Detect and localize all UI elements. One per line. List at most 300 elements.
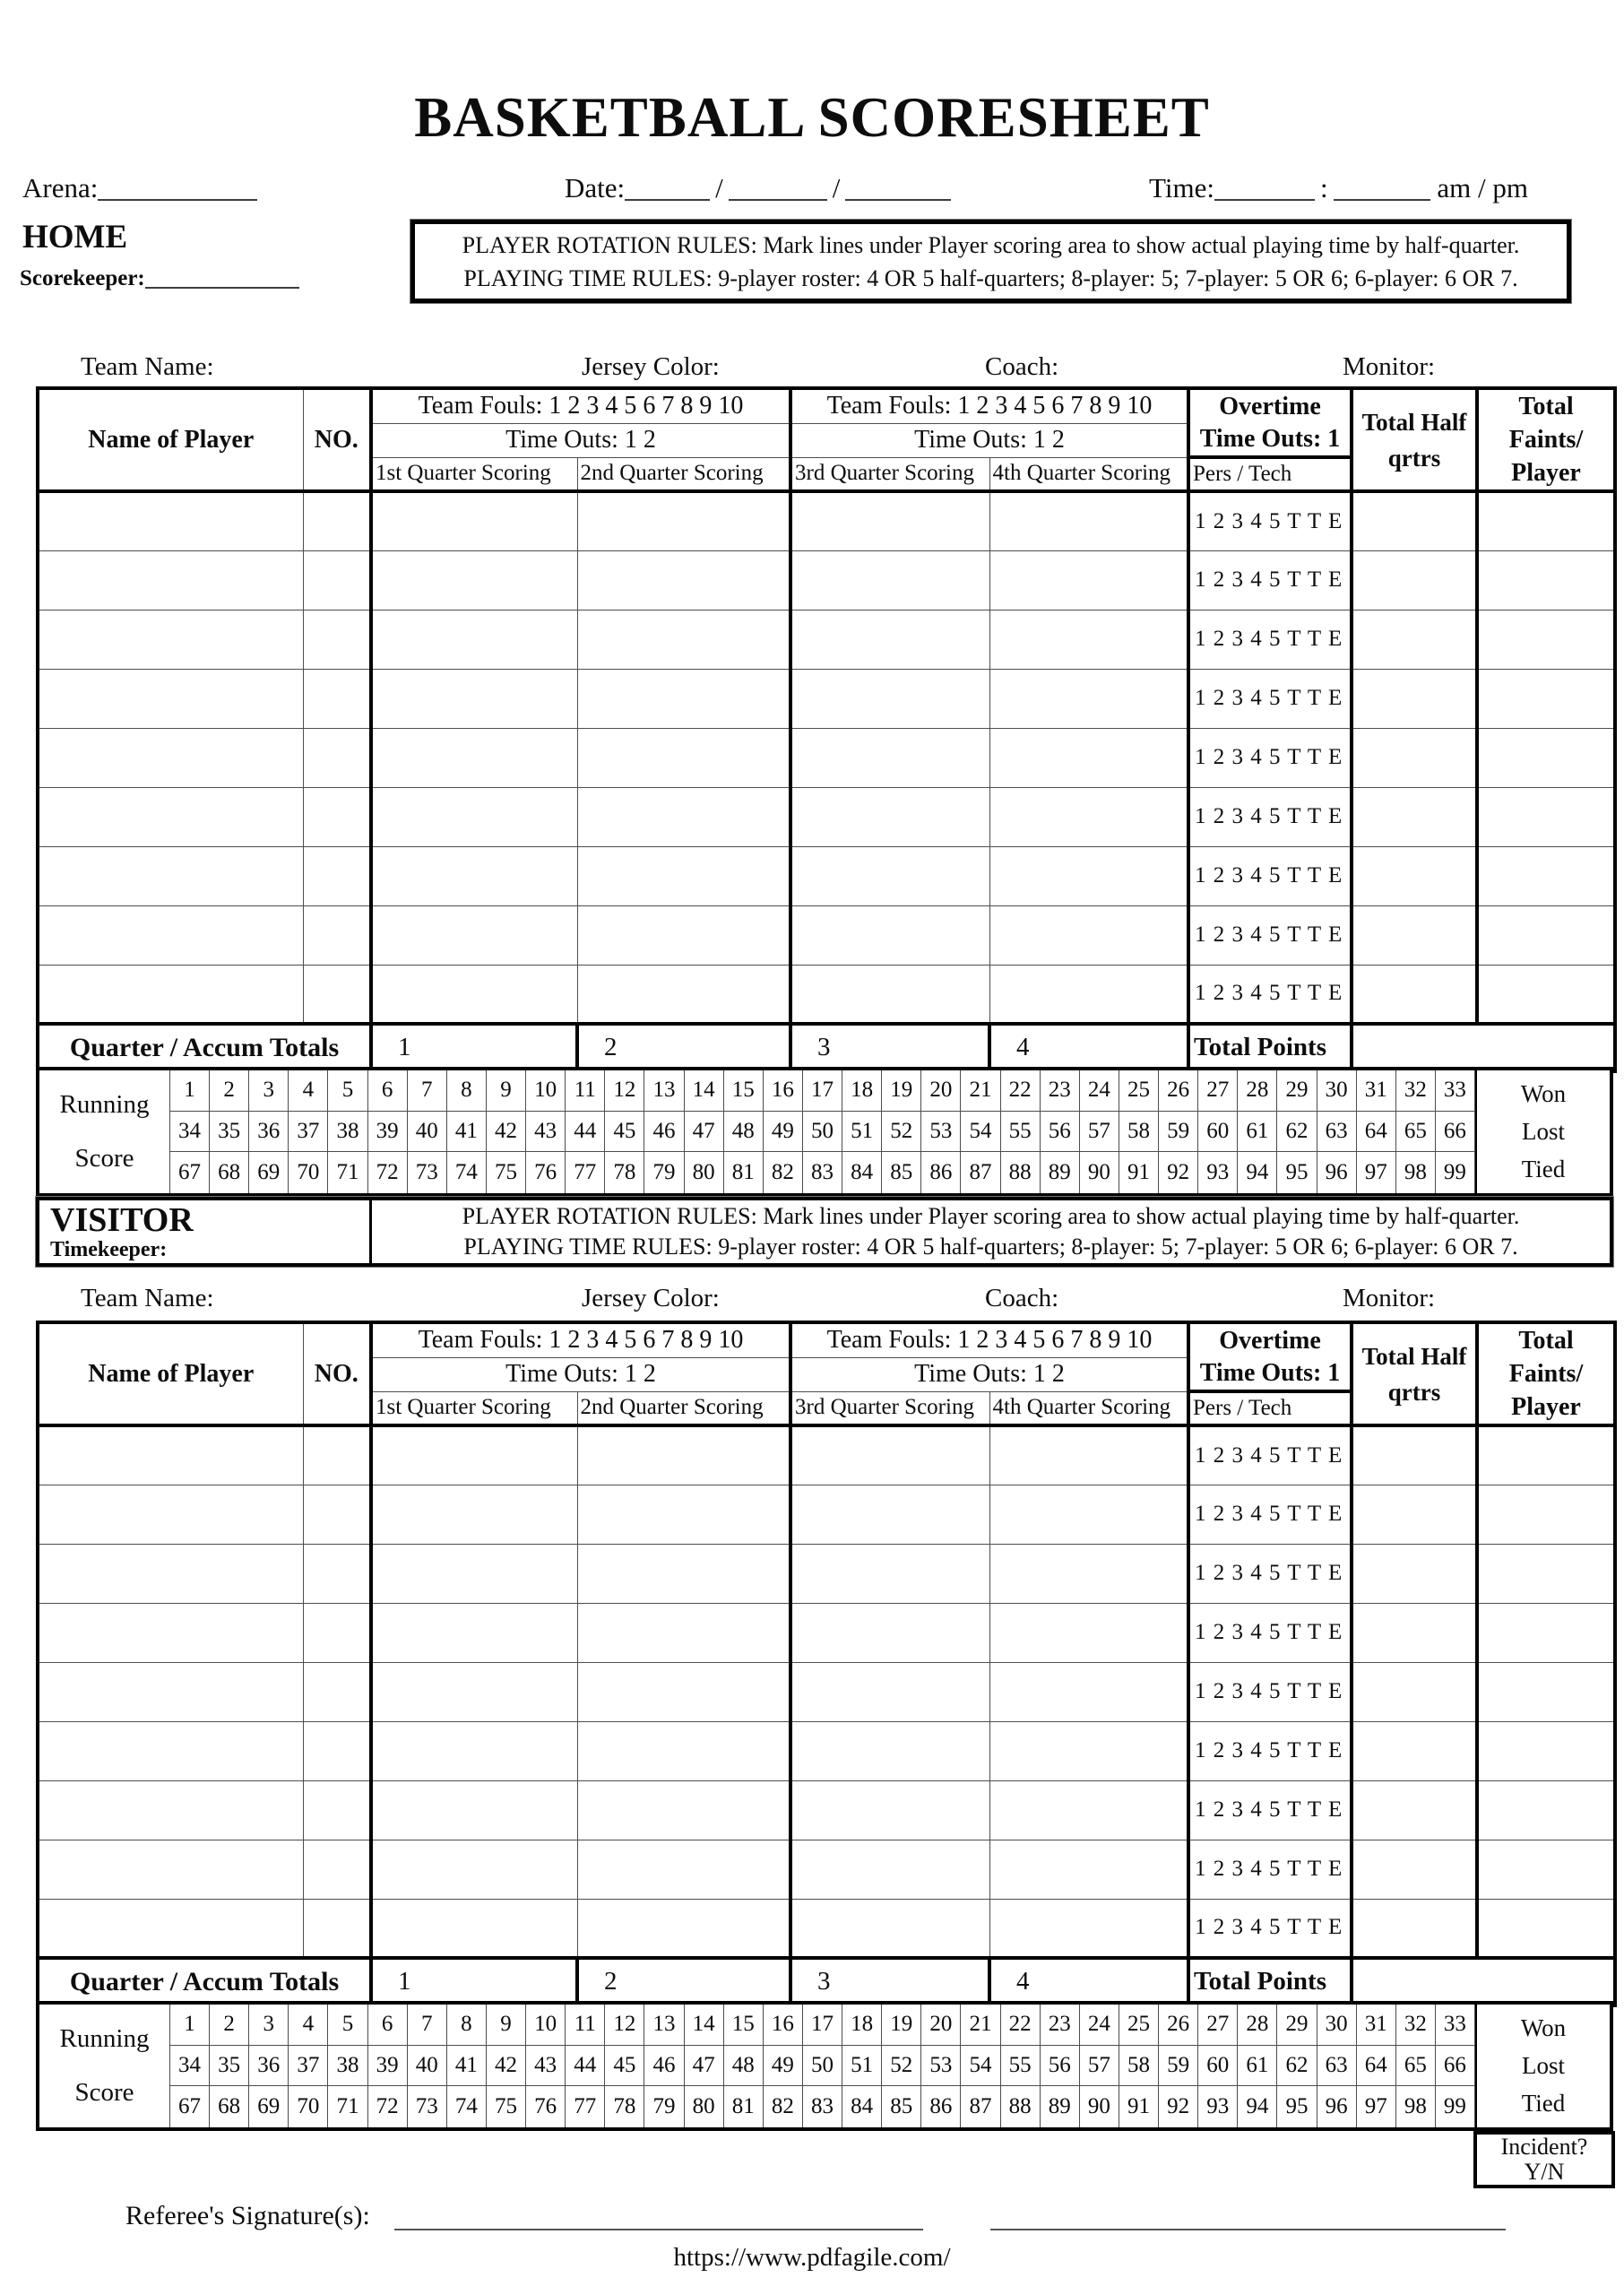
running-score-number[interactable]: 51 xyxy=(842,2046,882,2087)
running-score-number[interactable]: 11 xyxy=(566,1070,605,1112)
total-half-qrtrs-cell[interactable] xyxy=(1352,787,1477,846)
running-score-number[interactable]: 60 xyxy=(1198,1112,1238,1153)
running-score-number[interactable]: 80 xyxy=(685,2086,724,2127)
running-score-number[interactable]: 55 xyxy=(1001,1112,1041,1153)
running-score-number[interactable]: 57 xyxy=(1080,1112,1119,1153)
total-half-qrtrs-cell[interactable] xyxy=(1352,491,1477,550)
running-score-number[interactable]: 35 xyxy=(210,2046,249,2087)
running-score-number[interactable]: 4 xyxy=(289,1070,328,1112)
running-score-number[interactable]: 7 xyxy=(408,1070,447,1112)
running-score-number[interactable]: 27 xyxy=(1198,2005,1238,2046)
running-score-number[interactable]: 27 xyxy=(1198,1070,1238,1112)
running-score-number[interactable]: 61 xyxy=(1238,2046,1277,2087)
running-score-number[interactable]: 88 xyxy=(1001,1152,1041,1193)
q4-scoring-cell[interactable] xyxy=(989,550,1188,610)
running-score-number[interactable]: 32 xyxy=(1396,2005,1436,2046)
time-hour-field[interactable] xyxy=(1214,176,1315,201)
running-score-number[interactable]: 83 xyxy=(803,1152,842,1193)
running-score-number[interactable]: 96 xyxy=(1317,2086,1357,2127)
running-score-number[interactable]: 34 xyxy=(170,1112,210,1153)
running-score-number[interactable]: 86 xyxy=(921,2086,961,2127)
q1-scoring-cell[interactable] xyxy=(371,965,577,1024)
total-points-cell[interactable] xyxy=(1352,1958,1615,2005)
running-score-number[interactable]: 62 xyxy=(1277,1112,1317,1153)
running-score-number[interactable]: 58 xyxy=(1119,1112,1159,1153)
q4-scoring-cell[interactable] xyxy=(989,669,1188,728)
running-score-number[interactable]: 29 xyxy=(1277,1070,1317,1112)
q4-scoring-cell[interactable] xyxy=(989,1544,1188,1603)
running-score-number[interactable]: 26 xyxy=(1159,2005,1198,2046)
running-score-number[interactable]: 34 xyxy=(170,2046,210,2087)
q2-scoring-cell[interactable] xyxy=(577,787,790,846)
running-score-number[interactable]: 22 xyxy=(1001,2005,1041,2046)
player-number-cell[interactable] xyxy=(303,1721,371,1780)
total-fouls-cell[interactable] xyxy=(1477,1485,1615,1544)
total-fouls-cell[interactable] xyxy=(1477,610,1615,669)
q3-scoring-cell[interactable] xyxy=(790,905,989,965)
q2-scoring-cell[interactable] xyxy=(577,846,790,905)
personal-fouls-cell[interactable]: 1 2 3 4 5 T T E xyxy=(1188,1485,1352,1544)
running-score-number[interactable]: 36 xyxy=(249,2046,289,2087)
running-score-number[interactable]: 49 xyxy=(764,1112,803,1153)
total-fouls-cell[interactable] xyxy=(1477,491,1615,550)
personal-fouls-cell[interactable]: 1 2 3 4 5 T T E xyxy=(1188,1721,1352,1780)
running-score-number[interactable]: 10 xyxy=(526,1070,566,1112)
total-fouls-cell[interactable] xyxy=(1477,1425,1615,1485)
running-score-number[interactable]: 26 xyxy=(1159,1070,1198,1112)
q3-total-cell[interactable]: 3 xyxy=(790,1958,989,2005)
running-score-number[interactable]: 67 xyxy=(170,2086,210,2127)
running-score-number[interactable]: 81 xyxy=(724,2086,764,2127)
q4-scoring-cell[interactable] xyxy=(989,1485,1188,1544)
personal-fouls-cell[interactable]: 1 2 3 4 5 T T E xyxy=(1188,1425,1352,1485)
q1-scoring-cell[interactable] xyxy=(371,1721,577,1780)
running-score-number[interactable]: 41 xyxy=(447,1112,487,1153)
running-score-number[interactable]: 64 xyxy=(1357,1112,1396,1153)
running-score-number[interactable]: 55 xyxy=(1001,2046,1041,2087)
running-score-number[interactable]: 49 xyxy=(764,2046,803,2087)
running-score-number[interactable]: 71 xyxy=(328,2086,367,2127)
player-number-cell[interactable] xyxy=(303,1603,371,1662)
q4-scoring-cell[interactable] xyxy=(989,1840,1188,1899)
q1-scoring-cell[interactable] xyxy=(371,1544,577,1603)
q4-scoring-cell[interactable] xyxy=(989,728,1188,787)
q1-scoring-cell[interactable] xyxy=(371,550,577,610)
player-name-cell[interactable] xyxy=(38,610,303,669)
player-name-cell[interactable] xyxy=(38,1544,303,1603)
personal-fouls-cell[interactable]: 1 2 3 4 5 T T E xyxy=(1188,491,1352,550)
running-score-number[interactable]: 9 xyxy=(487,1070,526,1112)
total-fouls-cell[interactable] xyxy=(1477,728,1615,787)
total-half-qrtrs-cell[interactable] xyxy=(1352,1780,1477,1840)
running-score-number[interactable]: 66 xyxy=(1436,2046,1475,2087)
running-score-number[interactable]: 15 xyxy=(724,1070,764,1112)
running-score-number[interactable]: 46 xyxy=(644,2046,684,2087)
running-score-number[interactable]: 93 xyxy=(1198,2086,1238,2127)
q1-scoring-cell[interactable] xyxy=(371,846,577,905)
q1-scoring-cell[interactable] xyxy=(371,610,577,669)
q3-total-cell[interactable]: 3 xyxy=(790,1024,989,1071)
total-fouls-cell[interactable] xyxy=(1477,1899,1615,1958)
won-option[interactable]: Won xyxy=(1520,1080,1567,1108)
q4-total-cell[interactable]: 4 xyxy=(989,1958,1188,2005)
running-score-number[interactable]: 69 xyxy=(249,2086,289,2127)
q1-scoring-cell[interactable] xyxy=(371,491,577,550)
running-score-number[interactable]: 68 xyxy=(210,2086,249,2127)
running-score-number[interactable]: 89 xyxy=(1041,2086,1080,2127)
running-score-number[interactable]: 79 xyxy=(644,1152,684,1193)
running-score-number[interactable]: 54 xyxy=(961,1112,1000,1153)
running-score-number[interactable]: 84 xyxy=(842,2086,882,2127)
q2-scoring-cell[interactable] xyxy=(577,1485,790,1544)
running-score-number[interactable]: 74 xyxy=(447,1152,487,1193)
running-score-number[interactable]: 52 xyxy=(882,2046,921,2087)
running-score-number[interactable]: 50 xyxy=(803,2046,842,2087)
running-score-number[interactable]: 44 xyxy=(566,1112,605,1153)
running-score-number[interactable]: 90 xyxy=(1080,1152,1119,1193)
running-score-number[interactable]: 14 xyxy=(685,1070,724,1112)
date-month-field[interactable] xyxy=(625,176,710,201)
running-score-number[interactable]: 23 xyxy=(1041,2005,1080,2046)
q1-scoring-cell[interactable] xyxy=(371,1662,577,1721)
q2-scoring-cell[interactable] xyxy=(577,905,790,965)
q4-scoring-cell[interactable] xyxy=(989,1899,1188,1958)
scorekeeper-field[interactable] xyxy=(145,269,299,289)
running-score-number[interactable]: 47 xyxy=(685,2046,724,2087)
date-year-field[interactable] xyxy=(845,176,951,201)
running-score-number[interactable]: 45 xyxy=(605,2046,644,2087)
total-fouls-cell[interactable] xyxy=(1477,787,1615,846)
player-number-cell[interactable] xyxy=(303,1485,371,1544)
running-score-number[interactable]: 45 xyxy=(605,1112,644,1153)
running-score-number[interactable]: 47 xyxy=(685,1112,724,1153)
q2-scoring-cell[interactable] xyxy=(577,728,790,787)
running-score-number[interactable]: 86 xyxy=(921,1152,961,1193)
player-name-cell[interactable] xyxy=(38,1485,303,1544)
total-fouls-cell[interactable] xyxy=(1477,905,1615,965)
q4-scoring-cell[interactable] xyxy=(989,610,1188,669)
running-score-number[interactable]: 82 xyxy=(764,2086,803,2127)
running-score-number[interactable]: 50 xyxy=(803,1112,842,1153)
personal-fouls-cell[interactable]: 1 2 3 4 5 T T E xyxy=(1188,610,1352,669)
total-fouls-cell[interactable] xyxy=(1477,1662,1615,1721)
player-name-cell[interactable] xyxy=(38,728,303,787)
q4-scoring-cell[interactable] xyxy=(989,1603,1188,1662)
running-score-number[interactable]: 98 xyxy=(1396,2086,1436,2127)
player-number-cell[interactable] xyxy=(303,1544,371,1603)
player-name-cell[interactable] xyxy=(38,846,303,905)
running-score-number[interactable]: 38 xyxy=(328,1112,367,1153)
running-score-number[interactable]: 33 xyxy=(1436,1070,1475,1112)
tied-option[interactable]: Tied xyxy=(1521,1155,1566,1182)
running-score-number[interactable]: 85 xyxy=(882,1152,921,1193)
running-score-number[interactable]: 1 xyxy=(170,1070,210,1112)
total-fouls-cell[interactable] xyxy=(1477,1840,1615,1899)
running-score-number[interactable]: 12 xyxy=(605,2005,644,2046)
player-name-cell[interactable] xyxy=(38,1662,303,1721)
running-score-number[interactable]: 7 xyxy=(408,2005,447,2046)
running-score-number[interactable]: 5 xyxy=(328,1070,367,1112)
running-score-number[interactable]: 80 xyxy=(685,1152,724,1193)
running-score-number[interactable]: 29 xyxy=(1277,2005,1317,2046)
q4-scoring-cell[interactable] xyxy=(989,1780,1188,1840)
q2-scoring-cell[interactable] xyxy=(577,1662,790,1721)
player-number-cell[interactable] xyxy=(303,610,371,669)
running-score-number[interactable]: 3 xyxy=(249,1070,289,1112)
player-name-cell[interactable] xyxy=(38,1840,303,1899)
q2-scoring-cell[interactable] xyxy=(577,1780,790,1840)
q3-scoring-cell[interactable] xyxy=(790,728,989,787)
q2-scoring-cell[interactable] xyxy=(577,1721,790,1780)
q3-scoring-cell[interactable] xyxy=(790,669,989,728)
total-half-qrtrs-cell[interactable] xyxy=(1352,550,1477,610)
total-half-qrtrs-cell[interactable] xyxy=(1352,610,1477,669)
total-half-qrtrs-cell[interactable] xyxy=(1352,965,1477,1024)
running-score-number[interactable]: 48 xyxy=(724,2046,764,2087)
personal-fouls-cell[interactable]: 1 2 3 4 5 T T E xyxy=(1188,787,1352,846)
running-score-number[interactable]: 58 xyxy=(1119,2046,1159,2087)
q1-scoring-cell[interactable] xyxy=(371,1603,577,1662)
running-score-number[interactable]: 25 xyxy=(1119,2005,1159,2046)
running-score-number[interactable]: 17 xyxy=(803,2005,842,2046)
running-score-number[interactable]: 74 xyxy=(447,2086,487,2127)
running-score-number[interactable]: 18 xyxy=(842,1070,882,1112)
running-score-number[interactable]: 75 xyxy=(487,1152,526,1193)
running-score-number[interactable]: 54 xyxy=(961,2046,1000,2087)
running-score-number[interactable]: 65 xyxy=(1396,1112,1436,1153)
player-number-cell[interactable] xyxy=(303,550,371,610)
running-score-number[interactable]: 24 xyxy=(1080,1070,1119,1112)
q3-scoring-cell[interactable] xyxy=(790,1721,989,1780)
running-score-number[interactable]: 60 xyxy=(1198,2046,1238,2087)
running-score-number[interactable]: 92 xyxy=(1159,1152,1198,1193)
running-score-number[interactable]: 94 xyxy=(1238,1152,1277,1193)
running-score-number[interactable]: 39 xyxy=(368,1112,408,1153)
running-score-number[interactable]: 62 xyxy=(1277,2046,1317,2087)
q4-scoring-cell[interactable] xyxy=(989,787,1188,846)
q2-scoring-cell[interactable] xyxy=(577,669,790,728)
total-fouls-cell[interactable] xyxy=(1477,669,1615,728)
q2-scoring-cell[interactable] xyxy=(577,965,790,1024)
running-score-number[interactable]: 96 xyxy=(1317,1152,1357,1193)
personal-fouls-cell[interactable]: 1 2 3 4 5 T T E xyxy=(1188,728,1352,787)
running-score-number[interactable]: 85 xyxy=(882,2086,921,2127)
running-score-number[interactable]: 16 xyxy=(764,2005,803,2046)
q1-scoring-cell[interactable] xyxy=(371,1899,577,1958)
total-points-cell[interactable] xyxy=(1352,1024,1615,1071)
incident-yn-option[interactable]: Y/N xyxy=(1524,2159,1565,2185)
total-fouls-cell[interactable] xyxy=(1477,1780,1615,1840)
running-score-number[interactable]: 97 xyxy=(1357,2086,1396,2127)
running-score-number[interactable]: 84 xyxy=(842,1152,882,1193)
running-score-number[interactable]: 21 xyxy=(961,1070,1000,1112)
q4-scoring-cell[interactable] xyxy=(989,846,1188,905)
personal-fouls-cell[interactable]: 1 2 3 4 5 T T E xyxy=(1188,1603,1352,1662)
running-score-number[interactable]: 6 xyxy=(368,1070,408,1112)
running-score-number[interactable]: 83 xyxy=(803,2086,842,2127)
player-name-cell[interactable] xyxy=(38,1721,303,1780)
player-number-cell[interactable] xyxy=(303,1780,371,1840)
total-half-qrtrs-cell[interactable] xyxy=(1352,1544,1477,1603)
q2-scoring-cell[interactable] xyxy=(577,1899,790,1958)
q3-scoring-cell[interactable] xyxy=(790,1544,989,1603)
running-score-number[interactable]: 6 xyxy=(368,2005,408,2046)
q4-scoring-cell[interactable] xyxy=(989,905,1188,965)
running-score-number[interactable]: 22 xyxy=(1001,1070,1041,1112)
total-half-qrtrs-cell[interactable] xyxy=(1352,1840,1477,1899)
q1-scoring-cell[interactable] xyxy=(371,728,577,787)
running-score-number[interactable]: 94 xyxy=(1238,2086,1277,2127)
total-fouls-cell[interactable] xyxy=(1477,1721,1615,1780)
q2-scoring-cell[interactable] xyxy=(577,550,790,610)
player-number-cell[interactable] xyxy=(303,669,371,728)
running-score-number[interactable]: 36 xyxy=(249,1112,289,1153)
running-score-number[interactable]: 66 xyxy=(1436,1112,1475,1153)
running-score-number[interactable]: 41 xyxy=(447,2046,487,2087)
running-score-number[interactable]: 25 xyxy=(1119,1070,1159,1112)
running-score-number[interactable]: 43 xyxy=(526,1112,566,1153)
referee-signature-field-1[interactable] xyxy=(394,2205,923,2230)
running-score-number[interactable]: 11 xyxy=(566,2005,605,2046)
q2-scoring-cell[interactable] xyxy=(577,1603,790,1662)
q3-scoring-cell[interactable] xyxy=(790,1662,989,1721)
player-number-cell[interactable] xyxy=(303,728,371,787)
running-score-number[interactable]: 59 xyxy=(1159,2046,1198,2087)
running-score-number[interactable]: 15 xyxy=(724,2005,764,2046)
q4-scoring-cell[interactable] xyxy=(989,1721,1188,1780)
running-score-number[interactable]: 19 xyxy=(882,1070,921,1112)
q3-scoring-cell[interactable] xyxy=(790,1485,989,1544)
running-score-number[interactable]: 59 xyxy=(1159,1112,1198,1153)
total-half-qrtrs-cell[interactable] xyxy=(1352,846,1477,905)
personal-fouls-cell[interactable]: 1 2 3 4 5 T T E xyxy=(1188,550,1352,610)
running-score-number[interactable]: 17 xyxy=(803,1070,842,1112)
player-number-cell[interactable] xyxy=(303,846,371,905)
q1-scoring-cell[interactable] xyxy=(371,787,577,846)
running-score-number[interactable]: 3 xyxy=(249,2005,289,2046)
running-score-number[interactable]: 93 xyxy=(1198,1152,1238,1193)
running-score-number[interactable]: 72 xyxy=(368,1152,408,1193)
personal-fouls-cell[interactable]: 1 2 3 4 5 T T E xyxy=(1188,1780,1352,1840)
running-score-number[interactable]: 91 xyxy=(1119,2086,1159,2127)
q3-scoring-cell[interactable] xyxy=(790,1840,989,1899)
running-score-number[interactable]: 78 xyxy=(605,1152,644,1193)
q1-total-cell[interactable]: 1 xyxy=(371,1958,577,2005)
running-score-number[interactable]: 56 xyxy=(1041,1112,1080,1153)
running-score-number[interactable]: 79 xyxy=(644,2086,684,2127)
personal-fouls-cell[interactable]: 1 2 3 4 5 T T E xyxy=(1188,1899,1352,1958)
running-score-number[interactable]: 23 xyxy=(1041,1070,1080,1112)
running-score-number[interactable]: 63 xyxy=(1317,2046,1357,2087)
running-score-number[interactable]: 78 xyxy=(605,2086,644,2127)
personal-fouls-cell[interactable]: 1 2 3 4 5 T T E xyxy=(1188,1544,1352,1603)
tied-option[interactable]: Tied xyxy=(1521,2089,1566,2117)
personal-fouls-cell[interactable]: 1 2 3 4 5 T T E xyxy=(1188,846,1352,905)
running-score-number[interactable]: 20 xyxy=(921,2005,961,2046)
player-name-cell[interactable] xyxy=(38,787,303,846)
total-half-qrtrs-cell[interactable] xyxy=(1352,1425,1477,1485)
running-score-number[interactable]: 30 xyxy=(1317,1070,1357,1112)
personal-fouls-cell[interactable]: 1 2 3 4 5 T T E xyxy=(1188,1662,1352,1721)
running-score-number[interactable]: 28 xyxy=(1238,2005,1277,2046)
total-fouls-cell[interactable] xyxy=(1477,1544,1615,1603)
player-number-cell[interactable] xyxy=(303,787,371,846)
running-score-number[interactable]: 13 xyxy=(644,1070,684,1112)
running-score-number[interactable]: 8 xyxy=(447,1070,487,1112)
running-score-number[interactable]: 13 xyxy=(644,2005,684,2046)
total-half-qrtrs-cell[interactable] xyxy=(1352,1603,1477,1662)
running-score-number[interactable]: 12 xyxy=(605,1070,644,1112)
won-option[interactable]: Won xyxy=(1520,2014,1567,2042)
running-score-number[interactable]: 87 xyxy=(961,1152,1000,1193)
running-score-number[interactable]: 39 xyxy=(368,2046,408,2087)
running-score-number[interactable]: 31 xyxy=(1357,2005,1396,2046)
running-score-number[interactable]: 42 xyxy=(487,2046,526,2087)
player-name-cell[interactable] xyxy=(38,491,303,550)
q4-scoring-cell[interactable] xyxy=(989,965,1188,1024)
running-score-number[interactable]: 53 xyxy=(921,1112,961,1153)
running-score-number[interactable]: 76 xyxy=(526,1152,566,1193)
running-score-number[interactable]: 37 xyxy=(289,2046,328,2087)
running-score-number[interactable]: 82 xyxy=(764,1152,803,1193)
player-number-cell[interactable] xyxy=(303,1899,371,1958)
q1-scoring-cell[interactable] xyxy=(371,669,577,728)
q2-scoring-cell[interactable] xyxy=(577,1544,790,1603)
running-score-number[interactable]: 97 xyxy=(1357,1152,1396,1193)
running-score-number[interactable]: 2 xyxy=(210,1070,249,1112)
running-score-number[interactable]: 53 xyxy=(921,2046,961,2087)
running-score-number[interactable]: 9 xyxy=(487,2005,526,2046)
q4-total-cell[interactable]: 4 xyxy=(989,1024,1188,1071)
q3-scoring-cell[interactable] xyxy=(790,550,989,610)
player-name-cell[interactable] xyxy=(38,1780,303,1840)
q3-scoring-cell[interactable] xyxy=(790,1425,989,1485)
q3-scoring-cell[interactable] xyxy=(790,1899,989,1958)
player-number-cell[interactable] xyxy=(303,905,371,965)
running-score-number[interactable]: 98 xyxy=(1396,1152,1436,1193)
running-score-number[interactable]: 43 xyxy=(526,2046,566,2087)
running-score-number[interactable]: 52 xyxy=(882,1112,921,1153)
running-score-number[interactable]: 63 xyxy=(1317,1112,1357,1153)
running-score-number[interactable]: 69 xyxy=(249,1152,289,1193)
running-score-number[interactable]: 1 xyxy=(170,2005,210,2046)
running-score-number[interactable]: 73 xyxy=(408,1152,447,1193)
running-score-number[interactable]: 90 xyxy=(1080,2086,1119,2127)
date-day-field[interactable] xyxy=(729,176,827,201)
q1-scoring-cell[interactable] xyxy=(371,1425,577,1485)
running-score-number[interactable]: 77 xyxy=(566,2086,605,2127)
player-number-cell[interactable] xyxy=(303,1662,371,1721)
q1-scoring-cell[interactable] xyxy=(371,1485,577,1544)
total-half-qrtrs-cell[interactable] xyxy=(1352,669,1477,728)
running-score-number[interactable]: 2 xyxy=(210,2005,249,2046)
time-minute-field[interactable] xyxy=(1334,176,1430,201)
q4-scoring-cell[interactable] xyxy=(989,491,1188,550)
q4-scoring-cell[interactable] xyxy=(989,1425,1188,1485)
running-score-number[interactable]: 44 xyxy=(566,2046,605,2087)
player-name-cell[interactable] xyxy=(38,965,303,1024)
running-score-number[interactable]: 42 xyxy=(487,1112,526,1153)
running-score-number[interactable]: 99 xyxy=(1436,2086,1475,2127)
q1-total-cell[interactable]: 1 xyxy=(371,1024,577,1071)
running-score-number[interactable]: 56 xyxy=(1041,2046,1080,2087)
running-score-number[interactable]: 33 xyxy=(1436,2005,1475,2046)
running-score-number[interactable]: 8 xyxy=(447,2005,487,2046)
player-name-cell[interactable] xyxy=(38,905,303,965)
personal-fouls-cell[interactable]: 1 2 3 4 5 T T E xyxy=(1188,1840,1352,1899)
running-score-number[interactable]: 46 xyxy=(644,1112,684,1153)
q2-scoring-cell[interactable] xyxy=(577,1425,790,1485)
